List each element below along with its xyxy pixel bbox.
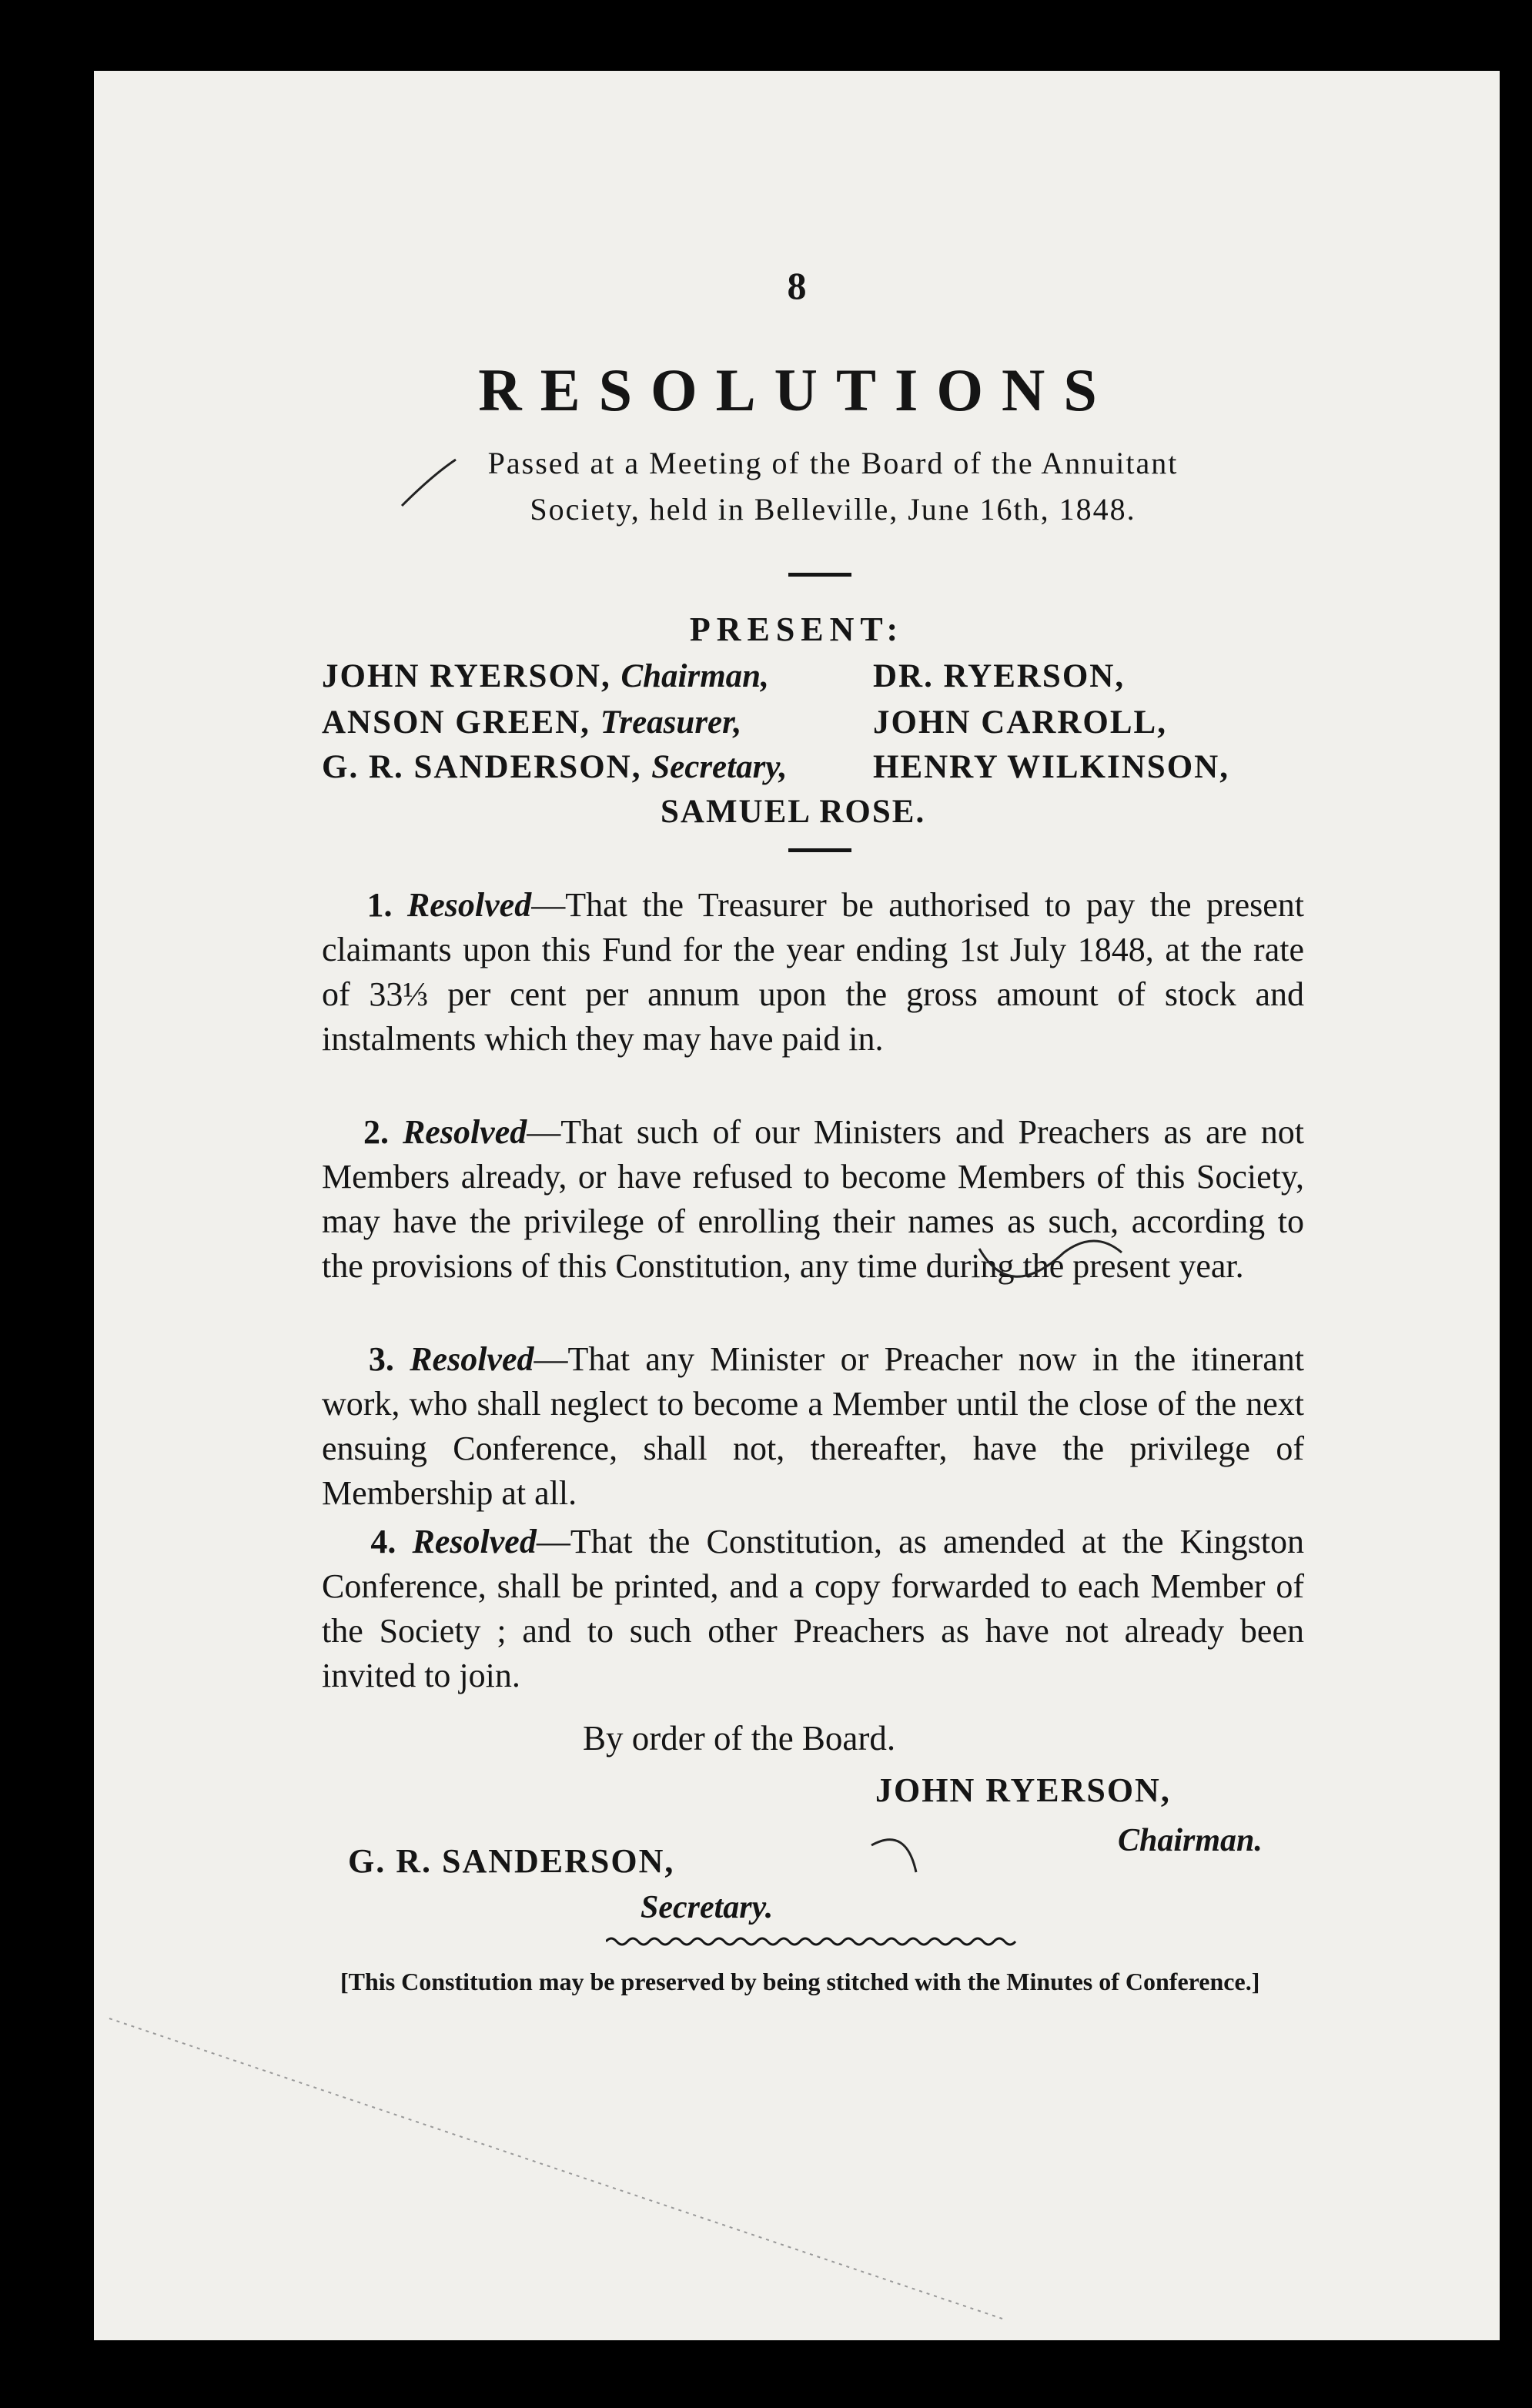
member-name: JOHN RYERSON, — [322, 658, 611, 694]
subtitle-line-1: Passed at a Meeting of the Board of the Annuitant — [487, 446, 1179, 480]
subtitle-line-2: Society, held in Belleville, June 16th, 1848. — [530, 492, 1136, 527]
resolution-text: —That the Treasurer be authorised to pay the present claimants upon this Fund for the year ending 1st July 1848, at the rate of 33⅓ per cent per annum upon the gross amount of stock and instalments which they may have paid in. — [322, 886, 1305, 1058]
secretary-signature-title: Secretary. — [641, 1890, 774, 1925]
member-role: Chairman, — [620, 658, 769, 694]
resolution-number: 4. — [370, 1523, 396, 1560]
resolution-number: 3. — [368, 1340, 394, 1378]
member-name: ANSON GREEN, — [322, 704, 590, 741]
member-name: HENRY WILKINSON, — [873, 749, 1229, 785]
secretary-signature-name: G. R. SANDERSON, — [348, 1842, 675, 1880]
footnote: [This Constitution may be preserved by being stitched with the Minutes of Conference.] — [340, 1968, 1260, 1995]
faint-diagonal-line — [109, 2018, 1002, 2319]
member-role: Treasurer, — [600, 704, 742, 741]
chairman-signature-title: Chairman. — [1118, 1823, 1263, 1858]
resolution-keyword: Resolved — [402, 1113, 527, 1151]
member-name: G. R. SANDERSON, — [322, 749, 642, 785]
resolution-text: —That any Minister or Preacher now in the itinerant work, who shall neglect to become a Member until the close of the next ensuing Conference, shall not, thereafter, have the privilege of Membership at all. — [322, 1340, 1305, 1512]
resolution-keyword: Resolved — [410, 1340, 534, 1378]
resolution-keyword: Resolved — [406, 886, 532, 924]
member-name: SAMUEL ROSE. — [661, 794, 926, 830]
resolution-keyword: Resolved — [412, 1523, 537, 1560]
pen-stroke — [402, 460, 456, 506]
document-title: RESOLUTIONS — [478, 356, 1116, 423]
member-name: DR. RYERSON, — [873, 658, 1126, 694]
chairman-signature-name: JOHN RYERSON, — [875, 1771, 1171, 1809]
pen-stroke — [871, 1840, 916, 1872]
handwritten-marks — [94, 71, 1500, 2340]
resolution-number: 1. — [366, 886, 393, 924]
resolution-text: —That such of our Ministers and Preachers as are not Members already, or have refused to become Members of this Society, may have the privilege of enrolling their names as such, according to the provisions of this Constitution, any time during the present year. — [322, 1113, 1305, 1285]
present-heading: PRESENT: — [689, 610, 905, 648]
page-number: 8 — [787, 264, 807, 307]
member-name: JOHN CARROLL, — [873, 704, 1167, 741]
resolution-number: 2. — [363, 1113, 389, 1151]
document-page — [94, 71, 1500, 2340]
member-role: Secretary, — [651, 749, 788, 785]
pen-stroke — [979, 1241, 1122, 1276]
closing-line: By order of the Board. — [583, 1719, 896, 1758]
resolution-text: —That the Constitution, as amended at the Kingston Conference, shall be printed, and a copy forwarded to each Member of the Society ; and to such other Preachers as have not already been invited to join. — [322, 1523, 1305, 1694]
